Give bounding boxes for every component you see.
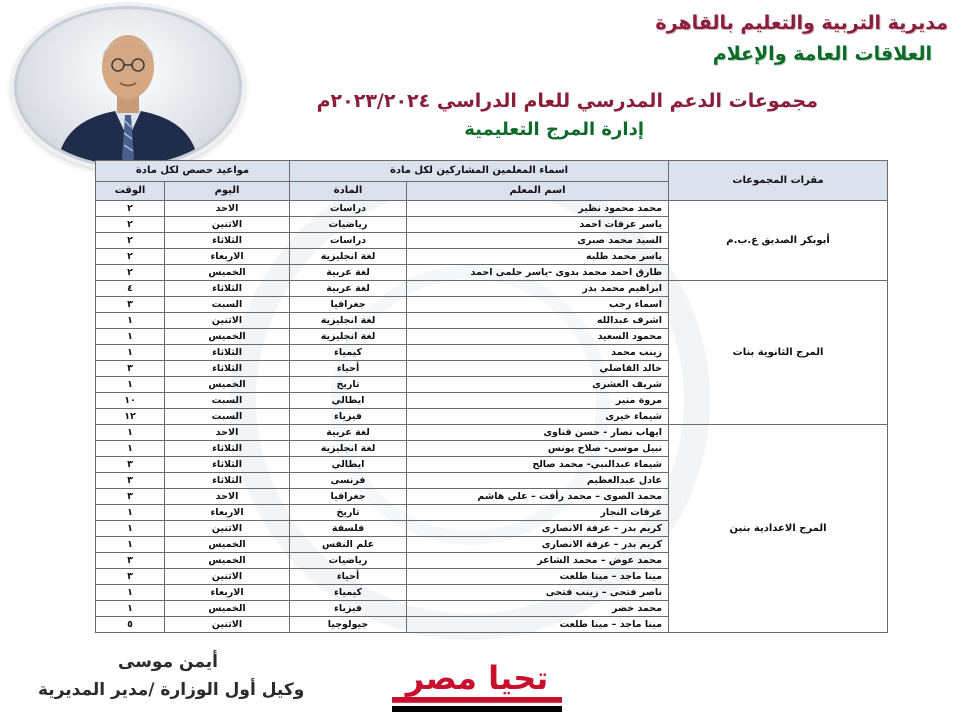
day-cell: الاحد (165, 201, 290, 217)
subject-cell: فيزياء (290, 409, 407, 425)
teacher-name-cell: عادل عبدالعظيم (407, 473, 669, 489)
logo-flag-black-stripe (392, 706, 562, 712)
day-cell: السبت (165, 297, 290, 313)
day-cell: الخميس (165, 329, 290, 345)
subject-cell: فيزياء (290, 601, 407, 617)
logo-flag-red-stripe (392, 697, 562, 703)
teacher-name-cell: شيماء عبدالنبي- محمد صالح (407, 457, 669, 473)
subject-cell: كيمياء (290, 345, 407, 361)
time-cell: ٢ (96, 217, 165, 233)
day-cell: الاحد (165, 425, 290, 441)
time-cell: ١٢ (96, 409, 165, 425)
time-cell: ٣ (96, 569, 165, 585)
table-row (96, 201, 888, 217)
official-portrait-photo (14, 6, 242, 168)
subject-cell: فلسفة (290, 521, 407, 537)
day-cell: الثلاثاء (165, 345, 290, 361)
time-cell: ١ (96, 425, 165, 441)
subject-cell: لغة عربية (290, 281, 407, 297)
time-cell: ٣ (96, 297, 165, 313)
subject-cell: جغرافيا (290, 297, 407, 313)
subject-cell: جغرافيا (290, 489, 407, 505)
day-cell: الثلاثاء (165, 281, 290, 297)
teacher-name-cell: محمد الصوى – محمد رأفت – علي هاشم (407, 489, 669, 505)
page-title: مجموعات الدعم المدرسي للعام الدراسي ٢٠٢٣/٢٠٢٤م (316, 90, 818, 112)
subject-cell: جيولوجيا (290, 617, 407, 633)
time-cell: ١ (96, 521, 165, 537)
teacher-name-cell: طارق احمد محمد بدوى -ياسر حلمى احمد (407, 265, 669, 281)
time-cell: ١ (96, 329, 165, 345)
teacher-name-cell: شريف العشرى (407, 377, 669, 393)
day-cell: الخميس (165, 553, 290, 569)
teacher-name-cell: خالد القاضلي (407, 361, 669, 377)
teacher-name-cell: كريم بدر – عرفة الانصارى (407, 521, 669, 537)
group-location-cell: المرج الاعدادية بنين (669, 425, 888, 633)
locations-header: مقرات المجموعات (669, 161, 888, 201)
day-cell: الثلاثاء (165, 473, 290, 489)
teacher-name-cell: ياسر عرفات احمد (407, 217, 669, 233)
day-cell: الاربعاء (165, 249, 290, 265)
schedule-group-header: مواعيد حصص لكل مادة (96, 161, 290, 182)
teacher-name-cell: زينب محمد (407, 345, 669, 361)
time-cell: ٣ (96, 361, 165, 377)
table-row (96, 425, 888, 441)
teacher-name-cell: محمد محمود نظير (407, 201, 669, 217)
table-body (96, 201, 888, 633)
subject-cell: لغة انجليزية (290, 329, 407, 345)
teacher-name-cell: السيد محمد صبرى (407, 233, 669, 249)
subject-cell: تاريخ (290, 505, 407, 521)
day-cell: الخميس (165, 265, 290, 281)
teacher-name-cell: ايهاب نصار - حسن قناوى (407, 425, 669, 441)
teacher-name-cell: اسماء رجب (407, 297, 669, 313)
day-cell: الخميس (165, 537, 290, 553)
day-cell: الثلاثاء (165, 457, 290, 473)
teacher-name-cell: ياسر محمد طلبه (407, 249, 669, 265)
table-row (96, 281, 888, 297)
time-cell: ١ (96, 377, 165, 393)
subject-cell: أحياء (290, 361, 407, 377)
teacher-name-header: اسم المعلم (407, 182, 669, 201)
time-cell: ١ (96, 313, 165, 329)
teacher-name-cell: عرفات النجار (407, 505, 669, 521)
day-cell: السبت (165, 409, 290, 425)
teacher-name-cell: محمود السعيد (407, 329, 669, 345)
teacher-name-cell: مينا ماجد – مينا طلعت (407, 617, 669, 633)
subject-cell: علم النفس (290, 537, 407, 553)
day-cell: الاثنين (165, 313, 290, 329)
day-cell: الاثنين (165, 617, 290, 633)
time-cell: ٣ (96, 553, 165, 569)
subject-cell: تاريخ (290, 377, 407, 393)
subject-cell: فرنسى (290, 473, 407, 489)
day-cell: الثلاثاء (165, 441, 290, 457)
subject-cell: رياضيات (290, 217, 407, 233)
teacher-name-cell: ناصر فتحى – زينب فتحى (407, 585, 669, 601)
tahya-misr-logo (372, 655, 582, 715)
teacher-name-cell: مينا ماجد – مينا طلعت (407, 569, 669, 585)
subject-cell: ايطالي (290, 457, 407, 473)
time-cell: ١ (96, 537, 165, 553)
time-cell: ٢ (96, 249, 165, 265)
teacher-name-cell: اشرف عبدالله (407, 313, 669, 329)
day-cell: الاثنين (165, 217, 290, 233)
day-cell: الثلاثاء (165, 233, 290, 249)
subject-cell: لغة انجليزية (290, 249, 407, 265)
day-cell: الخميس (165, 377, 290, 393)
time-cell: ٥ (96, 617, 165, 633)
department-name: العلاقات العامة والإعلام (712, 43, 932, 65)
time-cell: ٣ (96, 457, 165, 473)
teacher-name-cell: محمد عوض – محمد الشاعر (407, 553, 669, 569)
teacher-name-cell: مروة منير (407, 393, 669, 409)
time-cell: ١٠ (96, 393, 165, 409)
teacher-name-cell: محمد خضر (407, 601, 669, 617)
subject-cell: أحياء (290, 569, 407, 585)
time-cell: ٣ (96, 473, 165, 489)
time-cell: ٢ (96, 265, 165, 281)
day-header: اليوم (165, 182, 290, 201)
teachers-group-header: اسماء المعلمين المشاركين لكل مادة (290, 161, 669, 182)
time-header: الوقت (96, 182, 165, 201)
time-cell: ٣ (96, 489, 165, 505)
day-cell: الاربعاء (165, 585, 290, 601)
time-cell: ١ (96, 505, 165, 521)
subject-cell: ايطالي (290, 393, 407, 409)
subject-cell: كيمياء (290, 585, 407, 601)
support-groups-table (95, 160, 888, 633)
day-cell: الاربعاء (165, 505, 290, 521)
day-cell: الخميس (165, 601, 290, 617)
time-cell: ١ (96, 601, 165, 617)
time-cell: ١ (96, 585, 165, 601)
signatory-title: وكيل أول الوزارة /مدير المديرية (38, 680, 305, 700)
portrait-illustration (17, 9, 239, 165)
subject-cell: رياضيات (290, 553, 407, 569)
signatory-name: أيمن موسى (118, 652, 218, 672)
subject-cell: دراسات (290, 201, 407, 217)
subject-cell: لغة انجليزية (290, 441, 407, 457)
logo-flag-white-stripe (392, 703, 562, 706)
time-cell: ١ (96, 345, 165, 361)
group-location-cell: أبوبكر الصديق ع.ب.م (669, 201, 888, 281)
time-cell: ٢ (96, 233, 165, 249)
subject-header: المادة (290, 182, 407, 201)
subject-cell: دراسات (290, 233, 407, 249)
day-cell: الاثنين (165, 569, 290, 585)
day-cell: الاحد (165, 489, 290, 505)
teacher-name-cell: نبيل موسى- صلاح يونس (407, 441, 669, 457)
subject-cell: لغة عربية (290, 425, 407, 441)
teacher-name-cell: ابراهيم محمد بدر (407, 281, 669, 297)
time-cell: ٢ (96, 201, 165, 217)
logo-wordmark: تحيا مصر (405, 659, 549, 697)
day-cell: الثلاثاء (165, 361, 290, 377)
subject-cell: لغة انجليزية (290, 313, 407, 329)
time-cell: ١ (96, 441, 165, 457)
day-cell: الاثنين (165, 521, 290, 537)
ministry-name: مديرية التربية والتعليم بالقاهرة (655, 12, 948, 34)
subject-cell: لغة عربية (290, 265, 407, 281)
day-cell: السبت (165, 393, 290, 409)
teacher-name-cell: كريم بدر – عرفة الانصارى (407, 537, 669, 553)
group-location-cell: المرج الثانوية بنات (669, 281, 888, 425)
teacher-name-cell: شيماء خيرى (407, 409, 669, 425)
time-cell: ٤ (96, 281, 165, 297)
page-subtitle: إدارة المرج التعليمية (464, 119, 644, 140)
